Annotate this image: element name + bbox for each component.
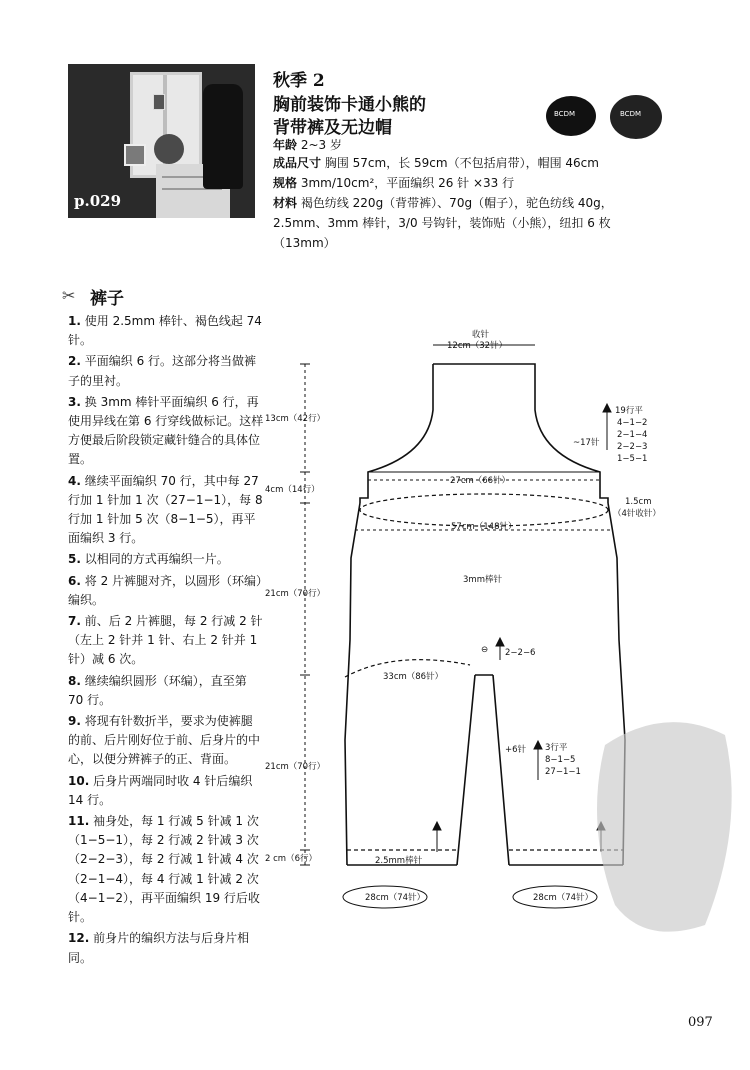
crotch-mark: ⊖ [481, 645, 489, 655]
svg-text:2−2−3: 2−2−3 [617, 442, 648, 452]
page-number: 097 [688, 1015, 713, 1030]
instruction-step: 5. 以相同的方式再编织一片。 [68, 552, 229, 567]
instruction-step: 8. 继续编织圆形（环编），直至第 70 行。 [68, 673, 247, 707]
age-spec: 年龄 2~3 岁 [273, 138, 342, 152]
height-top: 13cm（42行） [265, 414, 326, 424]
instruction-step: 11. 袖身处，每 1 行减 5 针减 1 次（1−5−1），每 2 行减 2 针减 3 次（2−2−3），每 2 行减 1 针减 4 次（2−1−4），每 4 行减 1 针减 2 次（4−1−2），再平面编织 19 行后收针。 [68, 814, 260, 925]
side-bind-sts: （4针收针） [613, 509, 661, 519]
instruction-step: 2. 平面编织 6 行。这部分将当做裤子的里衬。 [68, 354, 257, 388]
yarn-ball-dark: BCDM [546, 96, 596, 136]
chest-width: 57cm（148针） [451, 522, 517, 532]
inc-sequence [545, 742, 581, 777]
instruction-step: 6. 将 2 片裤腿对齐，以圆形（环编）编织。 [68, 573, 263, 607]
top-width: 12cm（32针） [447, 341, 508, 351]
instruction-step: 10. 后身片两端同时收 4 针后编织 14 行。 [68, 773, 253, 807]
thigh-width: 33cm（86针） [383, 672, 444, 682]
size-spec: 成品尺寸 胸围 57cm，长 59cm（不包括肩带），帽围 46cm [273, 156, 599, 170]
page-reference: p.029 [74, 192, 122, 210]
inc-label: +6针 [505, 745, 527, 755]
leg-right-width: 28cm（74针） [533, 893, 594, 903]
outline-left-upper [360, 364, 433, 503]
leg-left-width: 28cm（74针） [365, 893, 426, 903]
material-spec-line2: 2.5mm、3mm 棒针，3/0 号钩针，装饰贴（小熊），纽扣 6 枚 [273, 216, 611, 230]
waist-width: 27cm（66针） [450, 476, 511, 486]
armhole-sequence [615, 405, 647, 464]
yarn-ball-light: BCDM [610, 95, 662, 139]
instruction-step: 7. 前、后 2 片裤腿，每 2 行减 2 针（左上 2 针并 1 针、右上 2 针并 1 针）减 6 次。 [68, 614, 263, 667]
gauge-spec: 规格 3mm/10cm²，平面编织 26 针 ×33 行 [273, 176, 515, 190]
svg-text:2−1−4: 2−1−4 [617, 430, 648, 440]
season-label: 秋季 2 [273, 71, 325, 91]
instruction-step: 4. 继续平面编织 70 行，其中每 27 行加 1 针加 1 次（27−1−1），每 8 行加 1 针加 5 次（8−1−5），再平面编织 3 行。 [68, 473, 263, 546]
svg-text:8−1−5: 8−1−5 [545, 755, 576, 765]
height-hem: 2 cm（6行） [265, 854, 317, 864]
section-title: 裤子 [90, 289, 124, 309]
project-title-line1: 胸前装饰卡通小熊的 [273, 95, 426, 115]
instruction-step: 3. 换 3mm 棒针平面编织 6 行，再使用异线在第 6 行穿线做标记。这样方便最后阶段锁定藏针缝合的具体位置。 [68, 394, 264, 467]
needle-main: 3mm棒针 [463, 575, 502, 585]
cover-photo [68, 64, 255, 218]
crotch-inner [457, 675, 509, 865]
outline-left-side [345, 503, 360, 865]
svg-text:4−1−2: 4−1−2 [617, 418, 648, 428]
material-spec-line3: （13mm） [273, 236, 336, 250]
crotch-dec: 2−2−6 [505, 648, 536, 658]
watermark-seal [585, 705, 745, 945]
project-title-line2: 背带裤及无边帽 [273, 118, 392, 138]
armhole-rows: ~17针 [573, 438, 600, 448]
svg-text:3行平: 3行平 [545, 743, 568, 753]
instruction-list [68, 312, 264, 970]
svg-text:27−1−1: 27−1−1 [545, 767, 581, 777]
side-bind: 1.5cm [625, 497, 652, 507]
instruction-step: 1. 使用 2.5mm 棒针、褐色线起 74 针。 [68, 314, 262, 348]
height-body: 21cm（70行） [265, 589, 326, 599]
svg-text:19行平: 19行平 [615, 406, 643, 416]
needle-icon: ✂ [62, 286, 76, 305]
height-leg: 21cm（70行） [265, 762, 326, 772]
height-band: 4cm（14行） [265, 485, 320, 495]
svg-text:1−5−1: 1−5−1 [617, 454, 648, 464]
instruction-step: 9. 将现有针数折半，要求为使裤腿的前、后片刚好位于前、后身片的中心，以便分辨裤子的正、背面。 [68, 714, 261, 767]
dimension-ticks [300, 364, 310, 865]
top-label: 收针 [472, 330, 490, 340]
material-spec: 材料 褐色纺线 220g（背带裤）、70g（帽子），驼色纺线 40g， [273, 196, 613, 210]
instruction-step: 12. 前身片的编织方法与后身片相同。 [68, 931, 250, 965]
needle-hem: 2.5mm棒针 [375, 856, 423, 866]
